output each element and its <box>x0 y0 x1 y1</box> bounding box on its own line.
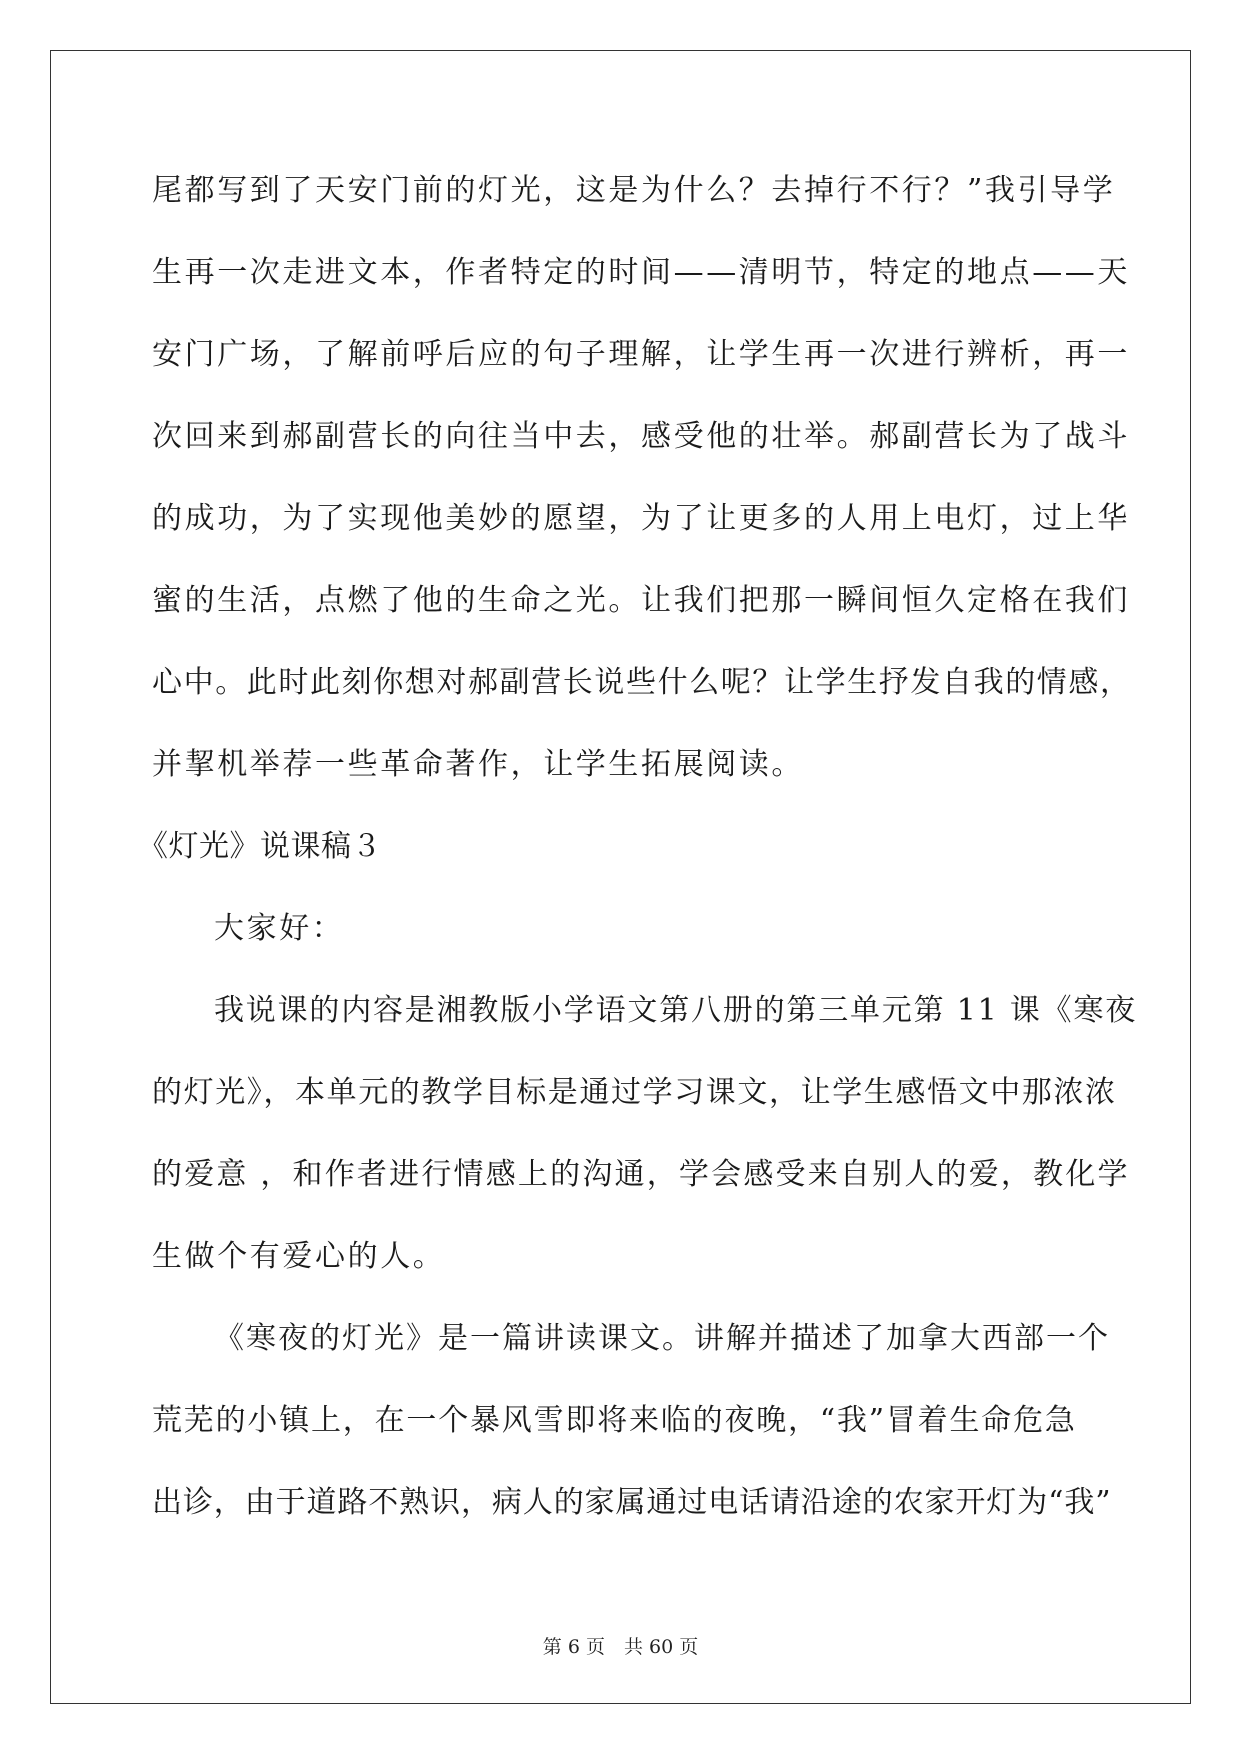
paragraph-line: 心中。此时此刻你想对郝副营长说些什么呢？让学生抒发自我的情感， <box>152 665 1132 700</box>
paragraph-line: 生做个有爱心的人。 <box>152 1239 446 1274</box>
paragraph-line: 荒芜的小镇上，在一个暴风雪即将来临的夜晚，“我”冒着生命危急 <box>152 1403 1077 1438</box>
paragraph-line: 蜜的生活，点燃了他的生命之光。让我们把那一瞬间恒久定格在我们 <box>152 583 1130 618</box>
paragraph-line: 生再一次走进文本，作者特定的时间——清明节，特定的地点——天 <box>152 255 1130 290</box>
paragraph-line: 尾都写到了天安门前的灯光，这是为什么？去掉行不行？”我引导学 <box>152 173 1116 208</box>
page-number-footer: 第 6 页 共 60 页 <box>542 1636 699 1658</box>
paragraph-line: 《寒夜的灯光》是一篇讲读课文。讲解并描述了加拿大西部一个 <box>214 1321 1110 1356</box>
paragraph-line: 的爱意 ，和作者进行情感上的沟通，学会感受来自别人的爱，教化学 <box>152 1157 1130 1192</box>
paragraph-line: 的灯光》，本单元的教学目标是通过学习课文，让学生感悟文中那浓浓 <box>152 1075 1117 1110</box>
section-heading: 《灯光》说课稿３ <box>138 829 382 864</box>
paragraph-line: 次回来到郝副营长的向往当中去，感受他的壮举。郝副营长为了战斗 <box>152 419 1130 454</box>
paragraph-line: 出诊，由于道路不熟识，病人的家属通过电话请沿途的农家开灯为“我” <box>152 1485 1112 1520</box>
paragraph-line: 的成功，为了实现他美妙的愿望，为了让更多的人用上电灯，过上华 <box>152 501 1130 536</box>
paragraph-line: 我说课的内容是湘教版小学语文第八册的第三单元第 11 课《寒夜 <box>214 993 1138 1028</box>
document-body <box>138 150 1138 1544</box>
paragraph-line: 并挈机举荐一些革命著作，让学生拓展阅读。 <box>152 747 804 782</box>
paragraph-line: 安门广场，了解前呼后应的句子理解，让学生再一次进行辨析，再一 <box>152 337 1130 372</box>
greeting-line: 大家好： <box>214 911 345 946</box>
